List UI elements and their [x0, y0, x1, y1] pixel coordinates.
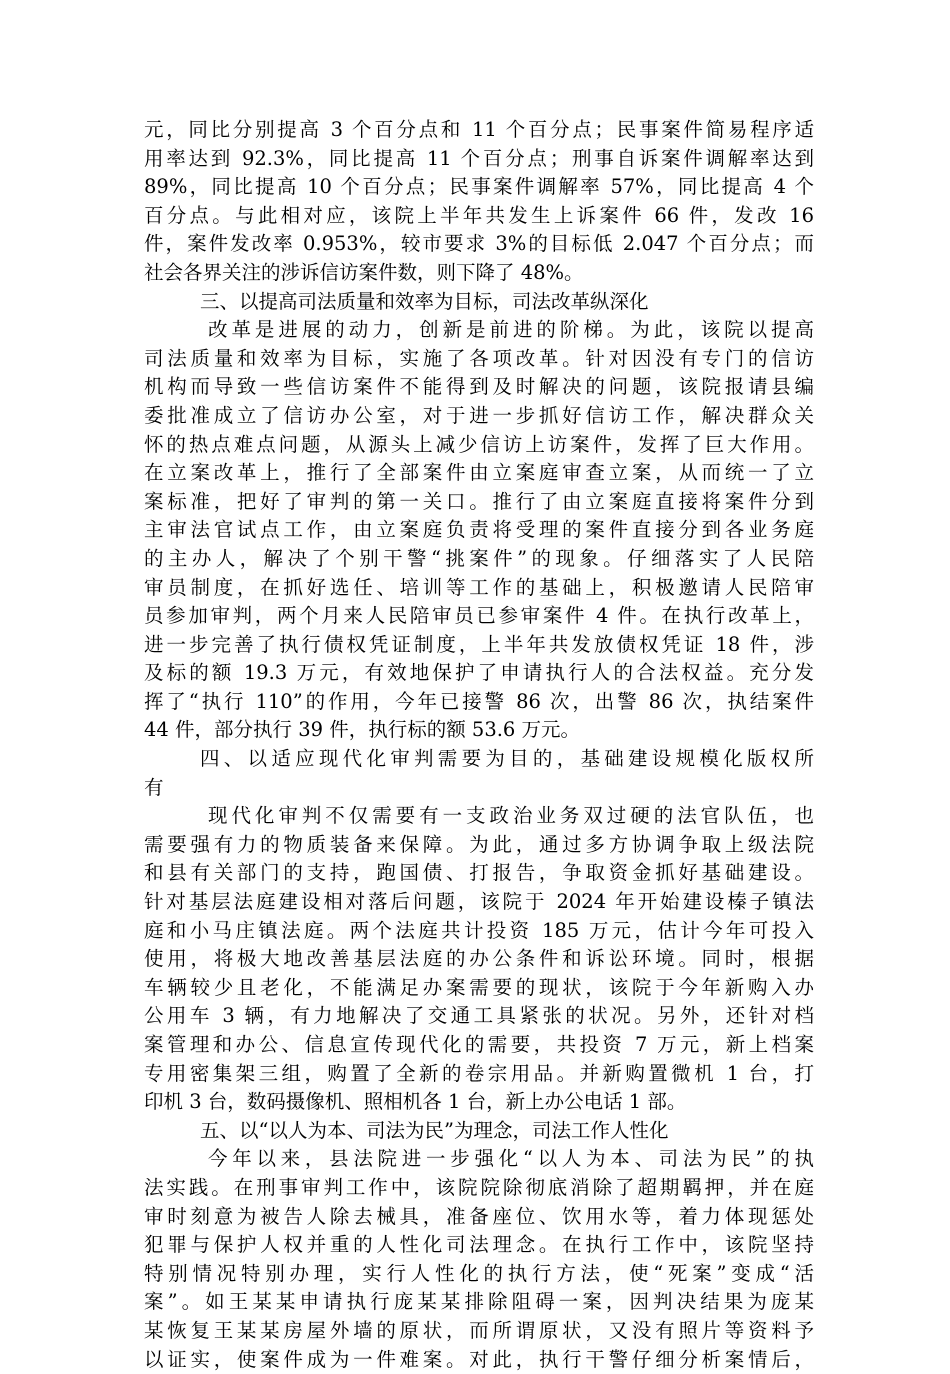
text-line: 在立案改革上，推行了全部案件由立案庭审查立案，从而统一了立	[144, 461, 814, 485]
text-line: 现代化审判不仅需要有一支政治业务双过硬的法官队伍，也	[208, 804, 814, 828]
text-line: 社会各界关注的涉诉信访案件数，则下降了 48%。	[144, 260, 584, 284]
text-line: 司法质量和效率为目标，实施了各项改革。针对因没有专门的信访	[144, 346, 814, 370]
text-line: 和县有关部门的支持，跑国债、打报告，争取资金抓好基础建设。	[144, 861, 814, 885]
text-line: 怀的热点难点问题，从源头上减少信访上访案件，发挥了巨大作用。	[144, 432, 814, 456]
document-body	[144, 116, 814, 1374]
text-line: 元，同比分别提高 3 个百分点和 11 个百分点；民事案件简易程序适	[144, 118, 814, 141]
text-line: 车辆较少且老化，不能满足办案需要的现状，该院于今年新购入办	[144, 975, 814, 999]
text-line: 案标准，把好了审判的第一关口。推行了由立案庭直接将案件分到	[144, 489, 814, 513]
text-line: 印机 3 台，数码摄像机、照相机各 1 台，新上办公电话 1 部。	[144, 1090, 687, 1114]
text-line: 改革是进展的动力，创新是前进的阶梯。为此，该院以提高	[208, 318, 814, 342]
text-line: 公用车 3 辆，有力地解决了交通工具紧张的状况。另外，还针对档	[144, 1004, 814, 1028]
section-heading: 四、以适应现代化审判需要为目的，基础建设规模化版权所	[200, 747, 814, 771]
text-line: 特别情况特别办理，实行人性化的执行方法，使“死案”变成“活	[144, 1261, 814, 1285]
text-line: 机构而导致一些信访案件不能得到及时解决的问题，该院报请县编	[144, 375, 814, 399]
text-line: 需要强有力的物质装备来保障。为此，通过多方协调争取上级法院	[144, 832, 814, 856]
text-line: 案管理和办公、信息宣传现代化的需要，共投资 7 万元，新上档案	[144, 1033, 814, 1056]
section-heading: 五、以“以人为本、司法为民”为理念，司法工作人性化	[200, 1118, 669, 1142]
text-line: 百分点。与此相对应，该院上半年共发生上诉案件 66 件，发改 16	[144, 203, 814, 227]
text-line: 进一步完善了执行债权凭证制度，上半年共发放债权凭证 18 件，涉	[144, 632, 814, 656]
text-line: 某恢复王某某房屋外墙的原状，而所谓原状，又没有照片等资料予	[144, 1318, 814, 1342]
text-line: 审员制度，在抓好选任、培训等工作的基础上，积极邀请人民陪审	[144, 575, 814, 599]
text-line: 案”。如王某某申请执行庞某某排除阻碍一案，因判决结果为庞某	[144, 1290, 814, 1314]
text-line: 及标的额 19.3 万元，有效地保护了申请执行人的合法权益。充分发	[144, 661, 814, 685]
text-line: 针对基层法庭建设相对落后问题，该院于 2024 年开始建设榛子镇法	[144, 890, 814, 914]
text-line: 法实践。在刑事审判工作中，该院院除彻底消除了超期羁押，并在庭	[144, 1175, 814, 1199]
text-line: 的主办人，解决了个别干警“挑案件”的现象。仔细落实了人民陪	[144, 546, 814, 570]
section-heading: 三、以提高司法质量和效率为目标，司法改革纵深化	[200, 289, 649, 313]
text-line: 44 件，部分执行 39 件，执行标的额 53.6 万元。	[144, 718, 581, 742]
text-line: 庭和小马庄镇法庭。两个法庭共计投资 185 万元，估计今年可投入	[144, 918, 814, 942]
text-line: 使用，将极大地改善基层法庭的办公条件和诉讼环境。同时，根据	[144, 947, 814, 971]
text-line: 专用密集架三组，购置了全新的卷宗用品。并新购置微机 1 台，打	[144, 1061, 814, 1085]
text-line: 委批准成立了信访办公室，对于进一步抓好信访工作，解决群众关	[144, 403, 814, 427]
text-line: 以证实，使案件成为一件难案。对此，执行干警仔细分析案情后，	[144, 1347, 814, 1371]
text-line: 件，案件发改率 0.953%，较市要求 3%的目标低 2.047 个百分点；而	[144, 232, 814, 256]
text-line: 挥了“执行 110”的作用，今年已接警 86 次，出警 86 次，执结案件	[144, 689, 814, 713]
section-heading-continued: 有	[144, 775, 164, 799]
text-line: 审时刻意为被告人除去械具，准备座位、饮用水等，着力体现惩处	[144, 1204, 814, 1228]
text-line: 89%，同比提高 10 个百分点；民事案件调解率 57%，同比提高 4 个	[144, 175, 814, 199]
text-line: 用率达到 92.3%，同比提高 11 个百分点；刑事自诉案件调解率达到	[144, 146, 814, 170]
text-line: 主审法官试点工作，由立案庭负责将受理的案件直接分到各业务庭	[144, 518, 814, 542]
text-line: 员参加审判，两个月来人民陪审员已参审案件 4 件。在执行改革上，	[144, 604, 814, 628]
text-line: 犯罪与保护人权并重的人性化司法理念。在执行工作中，该院坚持	[144, 1233, 814, 1257]
text-line: 今年以来，县法院进一步强化“以人为本、司法为民”的执	[208, 1147, 814, 1171]
